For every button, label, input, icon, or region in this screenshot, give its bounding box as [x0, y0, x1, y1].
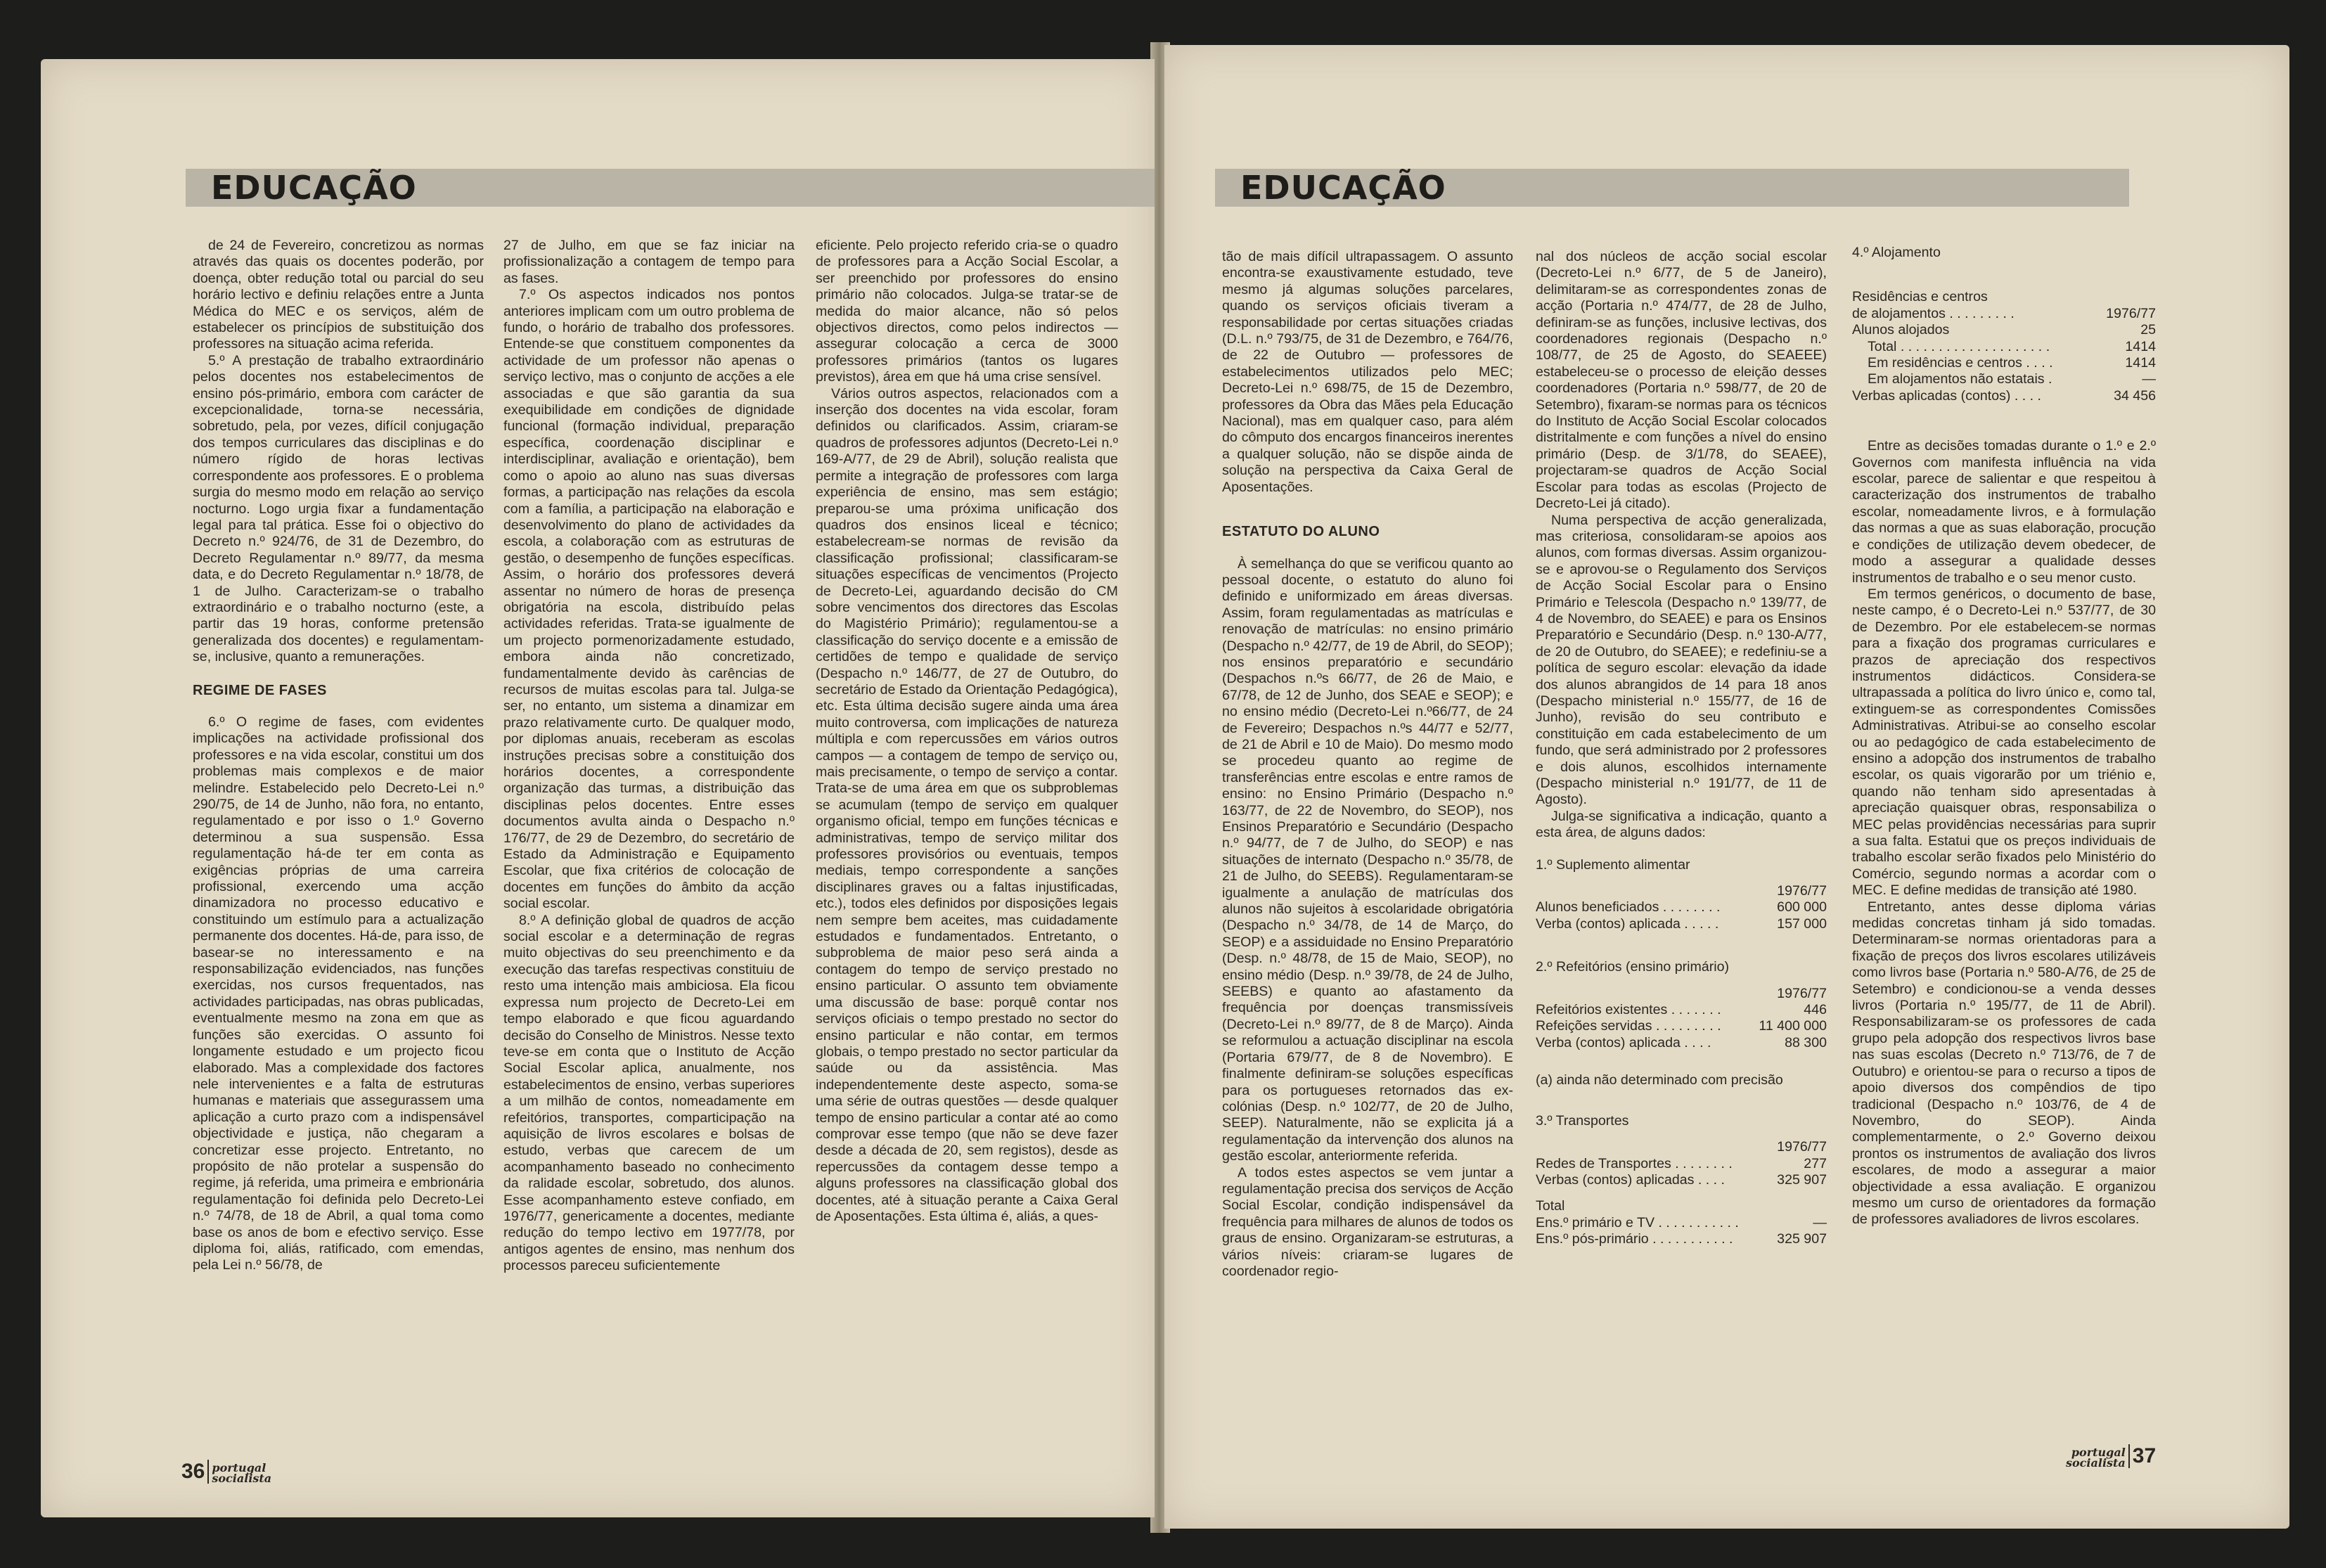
right-column-1	[1222, 249, 1513, 1500]
paragraph: Julga-se significativa a indicação, quanto a esta área, de alguns dados:	[1536, 808, 1827, 841]
table-row: Verbas aplicadas (contos) . . . . 34 456	[1852, 387, 2156, 404]
table-row: Alunos beneficiados . . . . . . . . 600 000	[1536, 899, 1827, 915]
section-title: EDUCAÇÃO	[1240, 169, 1446, 207]
table-row: Em alojamentos não estatais . —	[1868, 371, 2156, 387]
table-row: Verba (contos) aplicada . . . . . 157 000	[1536, 915, 1827, 932]
paragraph: 6.º O regime de fases, com evidentes implicações na actividade profissional dos professores e na vida escolar, constitui um dos problemas mais complexos e de maior melindre. Estabelecido pelo Decreto-Lei n.º 290/75, de 14 de Junho, não fora, no entanto, regulamentado e por isso o 1.º Governo determinou a sua suspensão. Essa regulamentação há-de ter em conta as exigências próprias de uma carreira profissional, exercendo uma acção dinamizadora no processo educativo e constituindo um estímulo para a actualização permanente dos docentes. Há-de, para isso, de basear-se no interessamento e na responsabilização evidenciados, nas funções exercidas, nos cursos frequentados, nas actividades participadas, nas obras publicadas, eventualmente mesmo na zona em que as funções são exercidas. O assunto foi longamente estudado e um projecto ficou elaborado. Mas a complexidade dos factores nele intervenientes e a falta de estruturas humanas e materiais que assegurassem uma aplicação a curto prazo com a indispensável objectividade e justiça, não chegaram a concretizar esse projecto. Entretanto, no propósito de não protelar a suspensão do regime, já referida, uma primeira e embrionária regulamentação foi definida pelo Decreto-Lei n.º 74/78, de 18 de Abril, a qual toma como base os anos de bom e efectivo serviço. Esse diploma foi, aliás, ratificado, com emendas, pela Lei n.º 56/78, de	[193, 714, 484, 1273]
table-note: (a) ainda não determinado com precisão	[1536, 1072, 1783, 1088]
paragraphs-b	[1222, 556, 1513, 1280]
table-row: Alunos alojados 25	[1852, 322, 2156, 338]
table-row: Verbas (contos) aplicadas . . . . 325 907	[1536, 1171, 1827, 1188]
page-number: 36	[181, 1460, 205, 1483]
subheading: REGIME DE FASES	[193, 682, 327, 698]
table-transports	[1536, 1136, 1827, 1247]
paragraphs	[503, 238, 795, 1275]
paragraphs-a	[1222, 249, 1513, 496]
paragraph: 27 de Julho, em que se faz iniciar na profissionalização a contagem de tempo para as fases.	[503, 238, 795, 286]
table-row: Redes de Transportes . . . . . . . . 277	[1536, 1155, 1827, 1171]
section-title: EDUCAÇÃO	[211, 169, 417, 207]
paragraph: 5.º A prestação de trabalho extraordinário pelos docentes nos estabelecimentos de ensino pós-primário, embora com carácter de excepcionalidade, torna-se necessária, sobretudo, pela, por vezes, difícil conjugação dos tempos curriculares das disciplinas e do número rígido de horas lectivas correspondente aos professores. E o problema surgia do mesmo modo em relação ao serviço nocturno. Logo urgia fixar a fundamentação legal para tal prática. Esse foi o objectivo do Decreto n.º 924/76, de 31 de Dezembro, do Decreto Regulamentar n.º 89/77, da mesma data, e do Decreto Regulamentar n.º 18/78, de 1 de Julho. Caracterizam-se o trabalho extraordinário e o trabalho nocturno (este, a partir das 19 horas, conforme pretensão generalizada dos docentes) e regulamentam-se, inclusive, quanto a remunerações.	[193, 352, 484, 665]
paragraph: de 24 de Fevereiro, concretizou as normas através das quais os docentes poderão, por doença, obter redução total ou parcial do seu horário lectivo e definiu relações entre a Junta Médica do MEC e os serviços, além de estabelecer os princípios de substituição dos professores na situação acima referida.	[193, 238, 484, 352]
section-header-bar	[1215, 169, 2129, 207]
paragraph: nal dos núcleos de acção social escolar (Decreto-Lei n.º 6/77, de 5 de Janeiro), delimitaram-se as correspondentes zonas de acção (Portaria n.º 474/77, de 28 de Julho, definiram-se as funções, inclusive lectivas, dos coordenadores regionais (Despacho n.º 108/77, de 25 de Agosto, do SEAEEE) estabeleceu-se o processo de eleição desses coordenadores (Portaria n.º 598/77, de 20 de Setembro), fixaram-se normas para os técnicos do Instituto de Acção Social Escolar colocados distritalmente e com funções a nível do ensino primário (Desp. de 3/1/78, do SEAEE), projectaram-se quadros de Acção Social Escolar para todas as escolas (Projecto de Decreto-Lei já citado).	[1536, 249, 1827, 512]
paragraph: 7.º Os aspectos indicados nos pontos anteriores implicam com um outro problema de fundo, o horário de trabalho dos professores. Entende-se que constituem componentes da actividade de um professor não apenas o serviço lectivo, mas o conjunto de acções a ele associadas e que são garantia da sua exequibilidade em condições de dignidade funcional (formação individual, preparação específica, coordenação disciplinar e interdisciplinar, avaliação e orientação), bem como o apoio ao aluno nas suas diversas formas, a participação nas relações da escola com a família, a participação na elaboração e desenvolvimento do plano de actividades da escola, a colaboração com as estruturas de gestão, o desempenho de funções específicas. Assim, o horário dos professores deverá assentar no número de horas de presença obrigatória na escola, distribuído pelas actividades referidas. Trata-se igualmente de um projecto pormenorizadamente estudado, embora ainda não concretizado, fundamentalmente devido às carências de recursos de muitas escolas para tal. Julga-se ser, no entanto, um sistema a dinamizar em prazo relativamente curto. De qualquer modo, por diplomas anuais, receberam as escolas instruções precisas sobre a constituição dos horários docentes, a correspondente organização das turmas, a distribuição das disciplinas pelos docentes. Entre esses documentos avulta ainda o Despacho n.º 176/77, de 29 de Dezembro, do secretário de Estado da Administração e Equipamento Escolar, que fixa critérios de colocação de docentes em funções do âmbito da acção social escolar.	[503, 287, 795, 912]
publication-logo	[2066, 1447, 2126, 1468]
table-1-label: 1.º Suplemento alimentar	[1536, 856, 1690, 873]
table-3-label: 3.º Transportes	[1536, 1112, 1629, 1129]
table-refectories	[1536, 983, 1827, 1052]
table-4-label: 4.º Alojamento	[1852, 245, 1941, 260]
table-row: de alojamentos . . . . . . . . . 1976/77	[1852, 305, 2156, 321]
page-number: 37	[2132, 1444, 2157, 1467]
paragraphs	[1852, 438, 2156, 1228]
paragraph: À semelhança do que se verificou quanto ao pessoal docente, o estatuto do aluno foi definido e uniformizado em áreas diversas. Assim, foram regulamentadas as matrículas e renovação de matrículas: no ensino primário (Despacho n.º 42/77, de 19 de Abril, do SEOP); nos ensinos preparatório e secundário (Despachos n.ºs 66/77, de 26 de Maio, e 67/78, de 12 de Junho, dos SEAE e SEOP); e no ensino médio (Decreto-Lei n.º66/77, de 24 de Fevereiro; Despachos n.ºs 44/77 e 52/77, de 21 de Abril e 10 de Maio). Do mesmo modo se procedeu quanto ao regime de transferências entre escolas e entre ramos de ensino: no Ensino Primário (Despacho n.º 163/77, de 22 de Novembro, do SEOP), nos Ensinos Preparatório e Secundário (Despacho n.º 94/77, de 7 de Julho, do SEOP) e nas situações de internato (Despacho n.º 35/78, de 21 de Julho, do SEEBS). Regulamentaram-se igualmente a anulação de matrículas dos alunos não sujeitos à escolaridade obrigatória (Despacho n.º 34/78, de 14 de Março, do SEOP) e a assiduidade no Ensino Preparatório (Desp. n.º 48/78, de 15 de Maio, SEOP), no ensino médio (Desp. n.º 39/78, de 24 de Julho, SEEBS) e quanto ao afastamento da frequência por doenças transmissíveis (Decreto-Lei n.º 89/77, de 8 de Março). Ainda se reformulou a actuação disciplinar na escola (Portaria 679/77, de 8 de Novembro). E finalmente definiram-se soluções específicas para os portugueses retornados das ex-colónias (Desp. n.º 102/77, de 20 de Julho, SEEP). Naturalmente, não se explicita já a regulamentação da intervenção dos alunos na gestão escolar, anteriormente referida.	[1222, 555, 1513, 1164]
folio-divider	[2128, 1444, 2130, 1468]
left-column-2	[503, 238, 795, 1503]
logo-line-1: portugal	[2071, 1446, 2126, 1459]
paragraphs	[1536, 249, 1827, 842]
table-row: Verba (contos) aplicada . . . . 88 300	[1536, 1034, 1827, 1050]
table-year: 1976/77	[1777, 883, 1827, 899]
logo-line-2: socialista	[212, 1472, 272, 1485]
table-row: Total . . . . . . . . . . . . . . . . . . . . 1414	[1868, 338, 2156, 354]
table-year: 1976/77	[1777, 1139, 1827, 1155]
paragraph: tão de mais difícil ultrapassagem. O assunto encontra-se exaustivamente estudado, teve mesmo já algumas soluções parcelares, quando os serviços oficiais tiveram a responsabilidade por certas situações criadas (D.L. n.º 793/75, de 31 de Dezembro, e 764/76, de 22 de Outubro — professores de estabelecimentos utilizados pelo MEC; Decreto-Lei n.º 698/75, de 15 de Dezembro, professores da Obra das Mães pela Educação Nacional), mas em qualquer caso, para além do cômputo dos encargos financeiros inerentes a qualquer solução, não se dispõe ainda de solução na perspectiva da Caixa Geral de Aposentações.	[1222, 249, 1513, 495]
paragraph: Vários outros aspectos, relacionados com a inserção dos docentes na vida escolar, foram definidos ou clarificados. Assim, criaram-se quadros de professores adjuntos (Decreto-Lei n.º 169-A/77, de 29 de Abril), solução realista que permite a integração de professores com larga experiência de ensino, mas sem estágio; preparou-se uma próxima unificação dos quadros dos ensinos liceal e técnico; estabelecream-se normas de revisão da classificação profissional; classificaram-se situações específicas de vencimentos (Projecto de Decreto-Lei, aguardando decisão do CM sobre vencimentos dos directores das Escolas do Magistério Primário); regulamentou-se a classificação do serviço docente e a emissão de certidões de tempo e qualidade de serviço (Despacho n.º 146/77, de 27 de Outubro, do secretário de Estado da Orientação Pedagógica), etc. Esta última decisão sugere ainda uma área muito controversa, com implicações de natureza múltipla e com repercussões em vários outros campos — a contagem de tempo de serviço ou, mais precisamente, o tempo de serviço a contar. Trata-se de uma área em que os subproblemas se acumulam (tempo de serviço em qualquer organismo oficial, tempo em funções técnicas e administrativas, tempo de serviço militar dos professores provisórios ou eventuais, tempos mediais, tempo correspondente a sanções disciplinares graves ou a faltas injustificadas, etc.), todos eles definidos por disposições legais nem sempre bem aceites, mas cuidadamente estudados e fundamentados. Entretanto, o subproblema de maior peso será ainda a contagem do tempo de serviço prestado no ensino particular. O assunto tem obviamente uma discussão de base: porquê contar nos serviços oficiais o tempo prestado no sector do ensino particular e não contar, em termos globais, o tempo prestado no sector particular da saúde ou da assistência. Mas independentemente deste aspecto, soma-se uma série de outras questões — desde qualquer tempo de ensino particular a contar até ao como comprovar esse tempo (que não se deve fazer desde a década de 20, sem registos), desde as repercussões da contagem desse tempo a alguns professores na classificação global dos docentes, até à situação perante a Caixa Geral de Aposentações. Esta última é, aliás, a ques-	[816, 385, 1118, 1224]
table-row: Residências e centros	[1852, 289, 1988, 305]
section-header-bar	[186, 169, 1155, 207]
table-supplement	[1536, 880, 1827, 932]
right-column-3	[1852, 245, 2156, 1503]
paragraph: 8.º A definição global de quadros de acção social escolar e a determinação de regras muito objectivas do seu preenchimento e da execução das tarefas respectivas constituiu de resto uma intenção mais ambiciosa. Ela ficou expressa num projecto de Decreto-Lei em tempo elaborado e que ficou aguardando decisão do Conselho de Ministros. Nesse texto teve-se em conta que o Instituto de Acção Social Escolar aplica, anualmente, nos estabelecimentos de ensino, verbas superiores a um milhão de contos, nomeadamente em refeitórios, transportes, comparticipação na aquisição de livros escolares e bolsas de estudo, verbas que carecem de um acompanhamento baseado no conhecimento da ralidade escolar, sobretudo, dos alunos. Esse acompanhamento esteve confiado, em 1976/77, genericamente a docentes, mediante redução do tempo lectivo em 1977/78, por antigos agentes de ensino, mas nenhum dos processos pareceu suficientemente	[503, 912, 795, 1274]
paragraph: Em termos genéricos, o documento de base, neste campo, é o Decreto-Lei n.º 537/77, de 30 de Dezembro. Por ele estabelecem-se normas para a fixação dos programas curriculares e prazos de apreciação dos respectivos instrumentos didácticos. Considera-se ultrapassada a política do livro único e, como tal, extinguem-se as correspondentes Comissões Administrativas. Atribui-se ao conselho escolar ou ao pedagógico de cada estabelecimento de ensino a adopção dos instrumentos de trabalho escolar, os quais vigorarão por um triénio e, quando não tenham sido apresentadas à apreciação quaisquer obras, responsabiliza o MEC pelas providências necessárias para suprir a sua falta. Estatui que os preços individuais de trabalho escolar serão fixados pelo Ministério do Comércio, segundo normas a acordar com o MEC. E define medidas de transição até 1980.	[1852, 586, 2156, 899]
logo-line-2: socialista	[2066, 1456, 2126, 1470]
paragraph: eficiente. Pelo projecto referido cria-se o quadro de professores para a Acção Social Escolar, a ser preenchido por professores do ensino primário não colocados. Julga-se tratar-se de medida do maior alcance, não só pelos objectivos directos, como pelos indirectos — assegurar colocação a cerca de 3000 professores primários (tantos os lugares previstos), área em que há uma crise sensível.	[816, 238, 1118, 385]
table-row: Em residências e centros . . . . 1414	[1868, 355, 2156, 371]
table-year: 1976/77	[1777, 985, 1827, 1001]
left-column-3	[816, 238, 1118, 1503]
table-row: Ens.º pós-primário . . . . . . . . . . . 325 907	[1536, 1231, 1827, 1247]
table-2-label: 2.º Refeitórios (ensino primário)	[1536, 959, 1730, 975]
table-row: Refeitórios existentes . . . . . . . 446	[1536, 1002, 1827, 1018]
table-housing	[1852, 289, 2156, 404]
page-folio	[2066, 1444, 2156, 1468]
paragraph: Entretanto, antes desse diploma várias medidas concretas tinham já sido tomadas. Determinaram-se normas orientadoras para a fixação de preços dos livros escolares utilizáveis como livros base (Portaria n.º 580-A/76, de 25 de Setembro) e condicionou-se a venda desses livros (Portaria n.º 195/77, de 11 de Abril). Responsabilizaram-se os professores de cada grupo pela adopção dos respectivos livros base nas suas escolas (Decreto n.º 713/76, de 7 de Outubro) e orientou-se para o recurso a tipos de apoio diversos dos compêndios de tipo tradicional (Despacho n.º 103/76, de 4 de Novembro, do SEOP). Ainda complementarmente, o 2.º Governo deixou prontos os instrumentos de avaliação dos livros escolares, de modo a assegurar a maior objectividade a essa avaliação. E organizou mesmo um curso de orientadores da formação de professores avaliadores de livros escolares.	[1852, 899, 2156, 1228]
paragraph: A todos estes aspectos se vem juntar a regulamentação precisa dos serviços de Acção Social Escolar, condição indispensável da frequência para milhares de alunos de todos os graus de ensino. Organizaram-se estruturas, a vários níveis: criaram-se lugares de coordenador regio-	[1222, 1164, 1513, 1279]
publication-logo	[212, 1463, 271, 1484]
page-folio	[181, 1460, 271, 1484]
table-row: Total	[1536, 1198, 1565, 1214]
paragraphs-b	[193, 714, 484, 1274]
paragraphs-a	[193, 238, 484, 666]
paragraph: Numa perspectiva de acção generalizada, mas criteriosa, consolidaram-se apoios aos alunos, com formas diversas. Assim organizou-se e aprovou-se o Regulamento dos Serviços de Acção Social Escolar para o Ensino Primário e Telescola (Despacho n.º 139/77, de 4 de Novembro, do SEAEE) e para os Ensinos Preparatório e Secundário (Desp. n.º 130-A/77, de 20 de Outubro, do SEAEE); e redefiniu-se a política de seguro escolar: elevação da idade dos alunos abrangidos de 14 para 18 anos (Despacho ministerial n.º 155/77, de 16 de Junho), revisão do seu contributo e constituição em cada estabelecimento de um fundo, que será administrado por 2 professores e dois alunos, escolhidos internamente (Despacho ministerial n.º 191/77, de 11 de Agosto).	[1536, 512, 1827, 808]
left-page	[41, 59, 1155, 1517]
table-row: Ens.º primário e TV . . . . . . . . . . . —	[1536, 1214, 1827, 1230]
left-column-1	[193, 238, 484, 1503]
right-page	[1164, 45, 2289, 1529]
paragraphs	[816, 238, 1118, 1225]
paragraph: Entre as decisões tomadas durante o 1.º e 2.º Governos com manifesta influência na vida escolar, parece de salientar e que respeitou à caracterização dos instrumentos de trabalho escolar, nomeadamente livros, e à formulação das normas a que as suas elaboração, procução e condições de utilização devem obedecer, de modo a assegurar a qualidade desses instrumentos de trabalho e o seu menor custo.	[1852, 438, 2156, 586]
right-column-2	[1536, 249, 1827, 1500]
logo-line-1: portugal	[212, 1461, 266, 1474]
folio-divider	[207, 1460, 209, 1484]
table-row: Refeições servidas . . . . . . . . . 11 400 000	[1536, 1018, 1827, 1034]
subheading: ESTATUTO DO ALUNO	[1222, 524, 1380, 540]
